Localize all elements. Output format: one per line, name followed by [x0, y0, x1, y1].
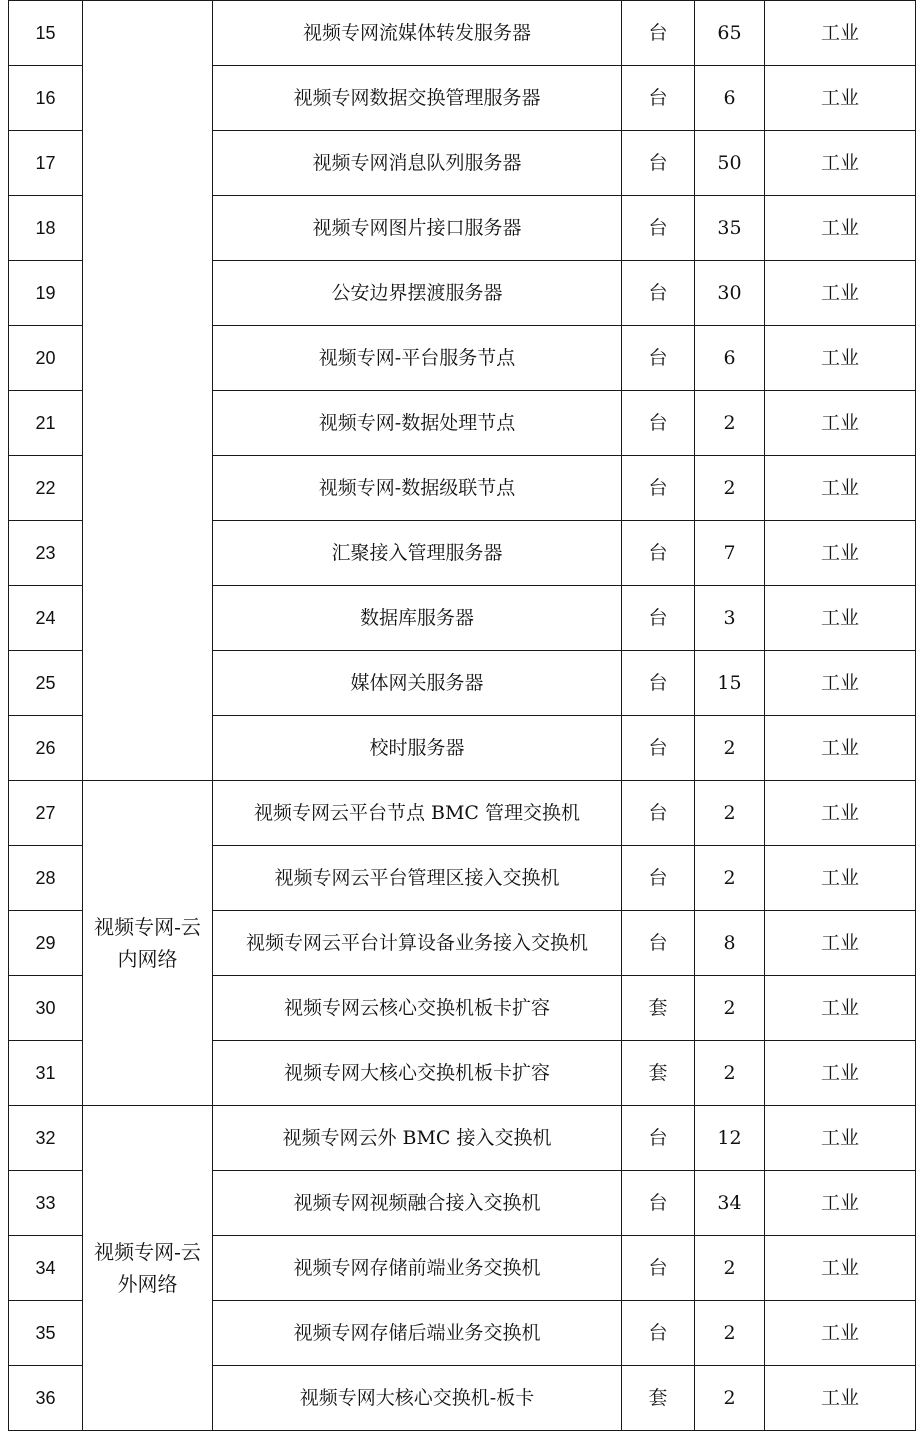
- item-name: 视频专网-数据级联节点: [213, 456, 622, 521]
- item-quantity: 2: [695, 391, 765, 456]
- item-unit: 套: [622, 1366, 695, 1431]
- item-quantity: 2: [695, 716, 765, 781]
- row-number: 15: [9, 1, 83, 66]
- item-quantity: 6: [695, 66, 765, 131]
- group-label: 视频专网-云内网络: [83, 781, 213, 1106]
- item-category: 工业: [765, 651, 916, 716]
- item-category: 工业: [765, 1041, 916, 1106]
- item-name: 视频专网云外 BMC 接入交换机: [213, 1106, 622, 1171]
- row-number: 20: [9, 326, 83, 391]
- item-unit: 台: [622, 196, 695, 261]
- group-label: 视频专网-云外网络: [83, 1106, 213, 1431]
- item-unit: 台: [622, 586, 695, 651]
- item-name: 视频专网云核心交换机板卡扩容: [213, 976, 622, 1041]
- item-unit: 台: [622, 391, 695, 456]
- item-quantity: 15: [695, 651, 765, 716]
- item-category: 工业: [765, 781, 916, 846]
- item-unit: 套: [622, 1041, 695, 1106]
- row-number: 34: [9, 1236, 83, 1301]
- item-quantity: 2: [695, 781, 765, 846]
- row-number: 24: [9, 586, 83, 651]
- item-quantity: 2: [695, 1041, 765, 1106]
- item-name: 公安边界摆渡服务器: [213, 261, 622, 326]
- item-quantity: 12: [695, 1106, 765, 1171]
- item-quantity: 2: [695, 1366, 765, 1431]
- row-number: 36: [9, 1366, 83, 1431]
- item-quantity: 30: [695, 261, 765, 326]
- row-number: 35: [9, 1301, 83, 1366]
- item-name: 视频专网流媒体转发服务器: [213, 1, 622, 66]
- row-number: 33: [9, 1171, 83, 1236]
- row-number: 19: [9, 261, 83, 326]
- item-unit: 台: [622, 911, 695, 976]
- row-number: 16: [9, 66, 83, 131]
- item-name: 视频专网存储前端业务交换机: [213, 1236, 622, 1301]
- row-number: 28: [9, 846, 83, 911]
- item-quantity: 2: [695, 456, 765, 521]
- item-category: 工业: [765, 846, 916, 911]
- item-name: 视频专网云平台节点 BMC 管理交换机: [213, 781, 622, 846]
- item-unit: 台: [622, 716, 695, 781]
- item-name: 视频专网存储后端业务交换机: [213, 1301, 622, 1366]
- item-quantity: 6: [695, 326, 765, 391]
- item-name: 视频专网-平台服务节点: [213, 326, 622, 391]
- table-row: [9, 781, 916, 846]
- item-unit: 台: [622, 1106, 695, 1171]
- item-category: 工业: [765, 1236, 916, 1301]
- item-quantity: 2: [695, 1301, 765, 1366]
- item-name: 汇聚接入管理服务器: [213, 521, 622, 586]
- item-quantity: 2: [695, 976, 765, 1041]
- row-number: 30: [9, 976, 83, 1041]
- item-quantity: 65: [695, 1, 765, 66]
- item-category: 工业: [765, 1301, 916, 1366]
- item-name: 校时服务器: [213, 716, 622, 781]
- item-unit: 台: [622, 651, 695, 716]
- item-unit: 台: [622, 261, 695, 326]
- item-unit: 台: [622, 66, 695, 131]
- item-unit: 台: [622, 781, 695, 846]
- item-category: 工业: [765, 66, 916, 131]
- row-number: 22: [9, 456, 83, 521]
- item-unit: 台: [622, 326, 695, 391]
- item-unit: 台: [622, 456, 695, 521]
- item-category: 工业: [765, 261, 916, 326]
- equipment-table: [8, 0, 916, 1431]
- group-label: [83, 1, 213, 781]
- item-unit: 台: [622, 1301, 695, 1366]
- item-quantity: 50: [695, 131, 765, 196]
- row-number: 23: [9, 521, 83, 586]
- item-quantity: 2: [695, 846, 765, 911]
- row-number: 29: [9, 911, 83, 976]
- item-name: 视频专网数据交换管理服务器: [213, 66, 622, 131]
- item-name: 视频专网大核心交换机板卡扩容: [213, 1041, 622, 1106]
- item-name: 视频专网大核心交换机-板卡: [213, 1366, 622, 1431]
- item-category: 工业: [765, 1366, 916, 1431]
- row-number: 31: [9, 1041, 83, 1106]
- row-number: 32: [9, 1106, 83, 1171]
- item-unit: 台: [622, 1, 695, 66]
- row-number: 26: [9, 716, 83, 781]
- item-category: 工业: [765, 716, 916, 781]
- row-number: 17: [9, 131, 83, 196]
- item-unit: 套: [622, 976, 695, 1041]
- item-name: 媒体网关服务器: [213, 651, 622, 716]
- item-category: 工业: [765, 976, 916, 1041]
- row-number: 21: [9, 391, 83, 456]
- item-category: 工业: [765, 131, 916, 196]
- item-category: 工业: [765, 196, 916, 261]
- item-quantity: 8: [695, 911, 765, 976]
- item-category: 工业: [765, 456, 916, 521]
- item-name: 视频专网视频融合接入交换机: [213, 1171, 622, 1236]
- item-unit: 台: [622, 131, 695, 196]
- item-quantity: 35: [695, 196, 765, 261]
- item-quantity: 3: [695, 586, 765, 651]
- item-category: 工业: [765, 911, 916, 976]
- item-category: 工业: [765, 1, 916, 66]
- item-category: 工业: [765, 1171, 916, 1236]
- item-name: 视频专网消息队列服务器: [213, 131, 622, 196]
- item-name: 视频专网图片接口服务器: [213, 196, 622, 261]
- item-category: 工业: [765, 1106, 916, 1171]
- item-unit: 台: [622, 1236, 695, 1301]
- item-category: 工业: [765, 326, 916, 391]
- item-name: 视频专网云平台管理区接入交换机: [213, 846, 622, 911]
- row-number: 18: [9, 196, 83, 261]
- table-row: [9, 1, 916, 66]
- item-unit: 台: [622, 1171, 695, 1236]
- item-quantity: 2: [695, 1236, 765, 1301]
- item-name: 数据库服务器: [213, 586, 622, 651]
- item-unit: 台: [622, 846, 695, 911]
- table-row: [9, 1106, 916, 1171]
- item-unit: 台: [622, 521, 695, 586]
- item-category: 工业: [765, 391, 916, 456]
- item-name: 视频专网-数据处理节点: [213, 391, 622, 456]
- item-name: 视频专网云平台计算设备业务接入交换机: [213, 911, 622, 976]
- item-category: 工业: [765, 586, 916, 651]
- item-category: 工业: [765, 521, 916, 586]
- item-quantity: 7: [695, 521, 765, 586]
- row-number: 25: [9, 651, 83, 716]
- row-number: 27: [9, 781, 83, 846]
- item-quantity: 34: [695, 1171, 765, 1236]
